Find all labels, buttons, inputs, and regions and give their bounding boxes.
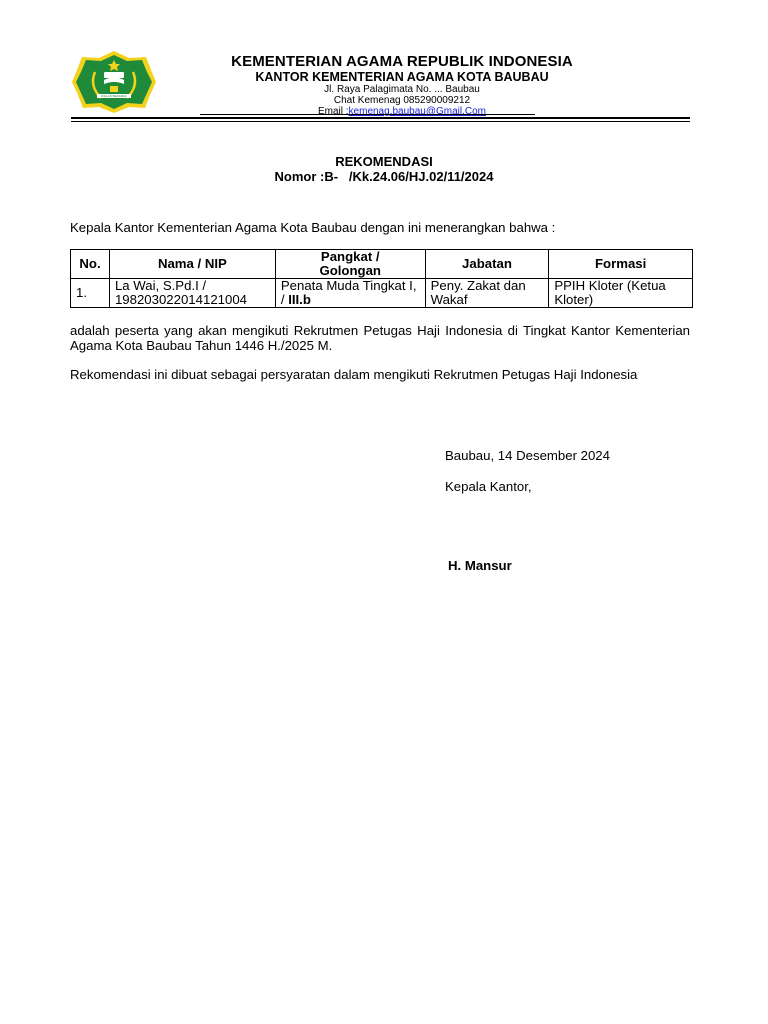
letterhead [170, 54, 634, 117]
header-rule-bottom [71, 121, 690, 122]
kemenag-emblem-icon [71, 50, 157, 114]
logo-ribbon: IKHLAS BERAMAL [97, 94, 131, 98]
email-link[interactable]: kemenag.baubau@Gmail.Com [348, 106, 486, 117]
office-phone: Chat Kemenag 085290009212 [333, 95, 471, 106]
cell-name: La Wai, S.Pd.I / [114, 278, 207, 293]
col-header-name: Nama / NIP [109, 250, 275, 279]
signature-position: Kepala Kantor, [445, 479, 532, 494]
letter-title: REKOMENDASI [335, 154, 433, 169]
office-email-line [170, 106, 634, 117]
header-rule-thick [71, 117, 690, 119]
ministry-name: KEMENTERIAN AGAMA REPUBLIK INDONESIA [231, 53, 573, 70]
candidate-table [70, 249, 693, 308]
table-header-row [71, 250, 693, 279]
col-header-formation: Formasi [549, 250, 693, 279]
email-label: Email : [317, 106, 349, 117]
cell-rank-text: Penata Muda Tingkat I, / [280, 278, 421, 307]
signatory-name: H. Mansur [448, 558, 512, 573]
body-paragraph-2: Rekomendasi ini dibuat sebagai persyaratan dalam mengikuti Rekrutmen Petugas Haji Indonesia [70, 367, 638, 382]
letter-title-block [184, 154, 584, 184]
kemenag-logo [71, 50, 157, 114]
cell-rank [275, 279, 425, 308]
col-header-position: Jabatan [425, 250, 549, 279]
col-header-no: No. [71, 250, 110, 279]
cell-nip: 198203022014121004 [114, 292, 247, 307]
letter-number: Nomor :B- /Kk.24.06/HJ.02/11/2024 [274, 169, 494, 184]
body-paragraph-1: adalah peserta yang akan mengikuti Rekrutmen Petugas Haji Indonesia di Tingkat Kantor Kementerian Agama Kota Baubau Tahun 1446 H./2025 M. [70, 323, 690, 353]
intro-paragraph: Kepala Kantor Kementerian Agama Kota Baubau dengan ini menerangkan bahwa : [70, 220, 556, 235]
cell-grade: III.b [288, 292, 311, 307]
cell-name-nip [109, 279, 275, 308]
office-name: KANTOR KEMENTERIAN AGAMA KOTA BAUBAU [255, 70, 549, 84]
cell-formation: PPIH Kloter (Ketua Kloter) [549, 279, 693, 308]
table-row [71, 279, 693, 308]
col-header-rank: Pangkat / Golongan [275, 250, 425, 279]
header-rule-thin [200, 114, 535, 115]
office-address: Jl. Raya Palagimata No. ... Baubau [324, 84, 480, 95]
cell-no: 1. [71, 279, 110, 308]
cell-position: Peny. Zakat dan Wakaf [425, 279, 549, 308]
signature-place-date: Baubau, 14 Desember 2024 [445, 448, 610, 463]
